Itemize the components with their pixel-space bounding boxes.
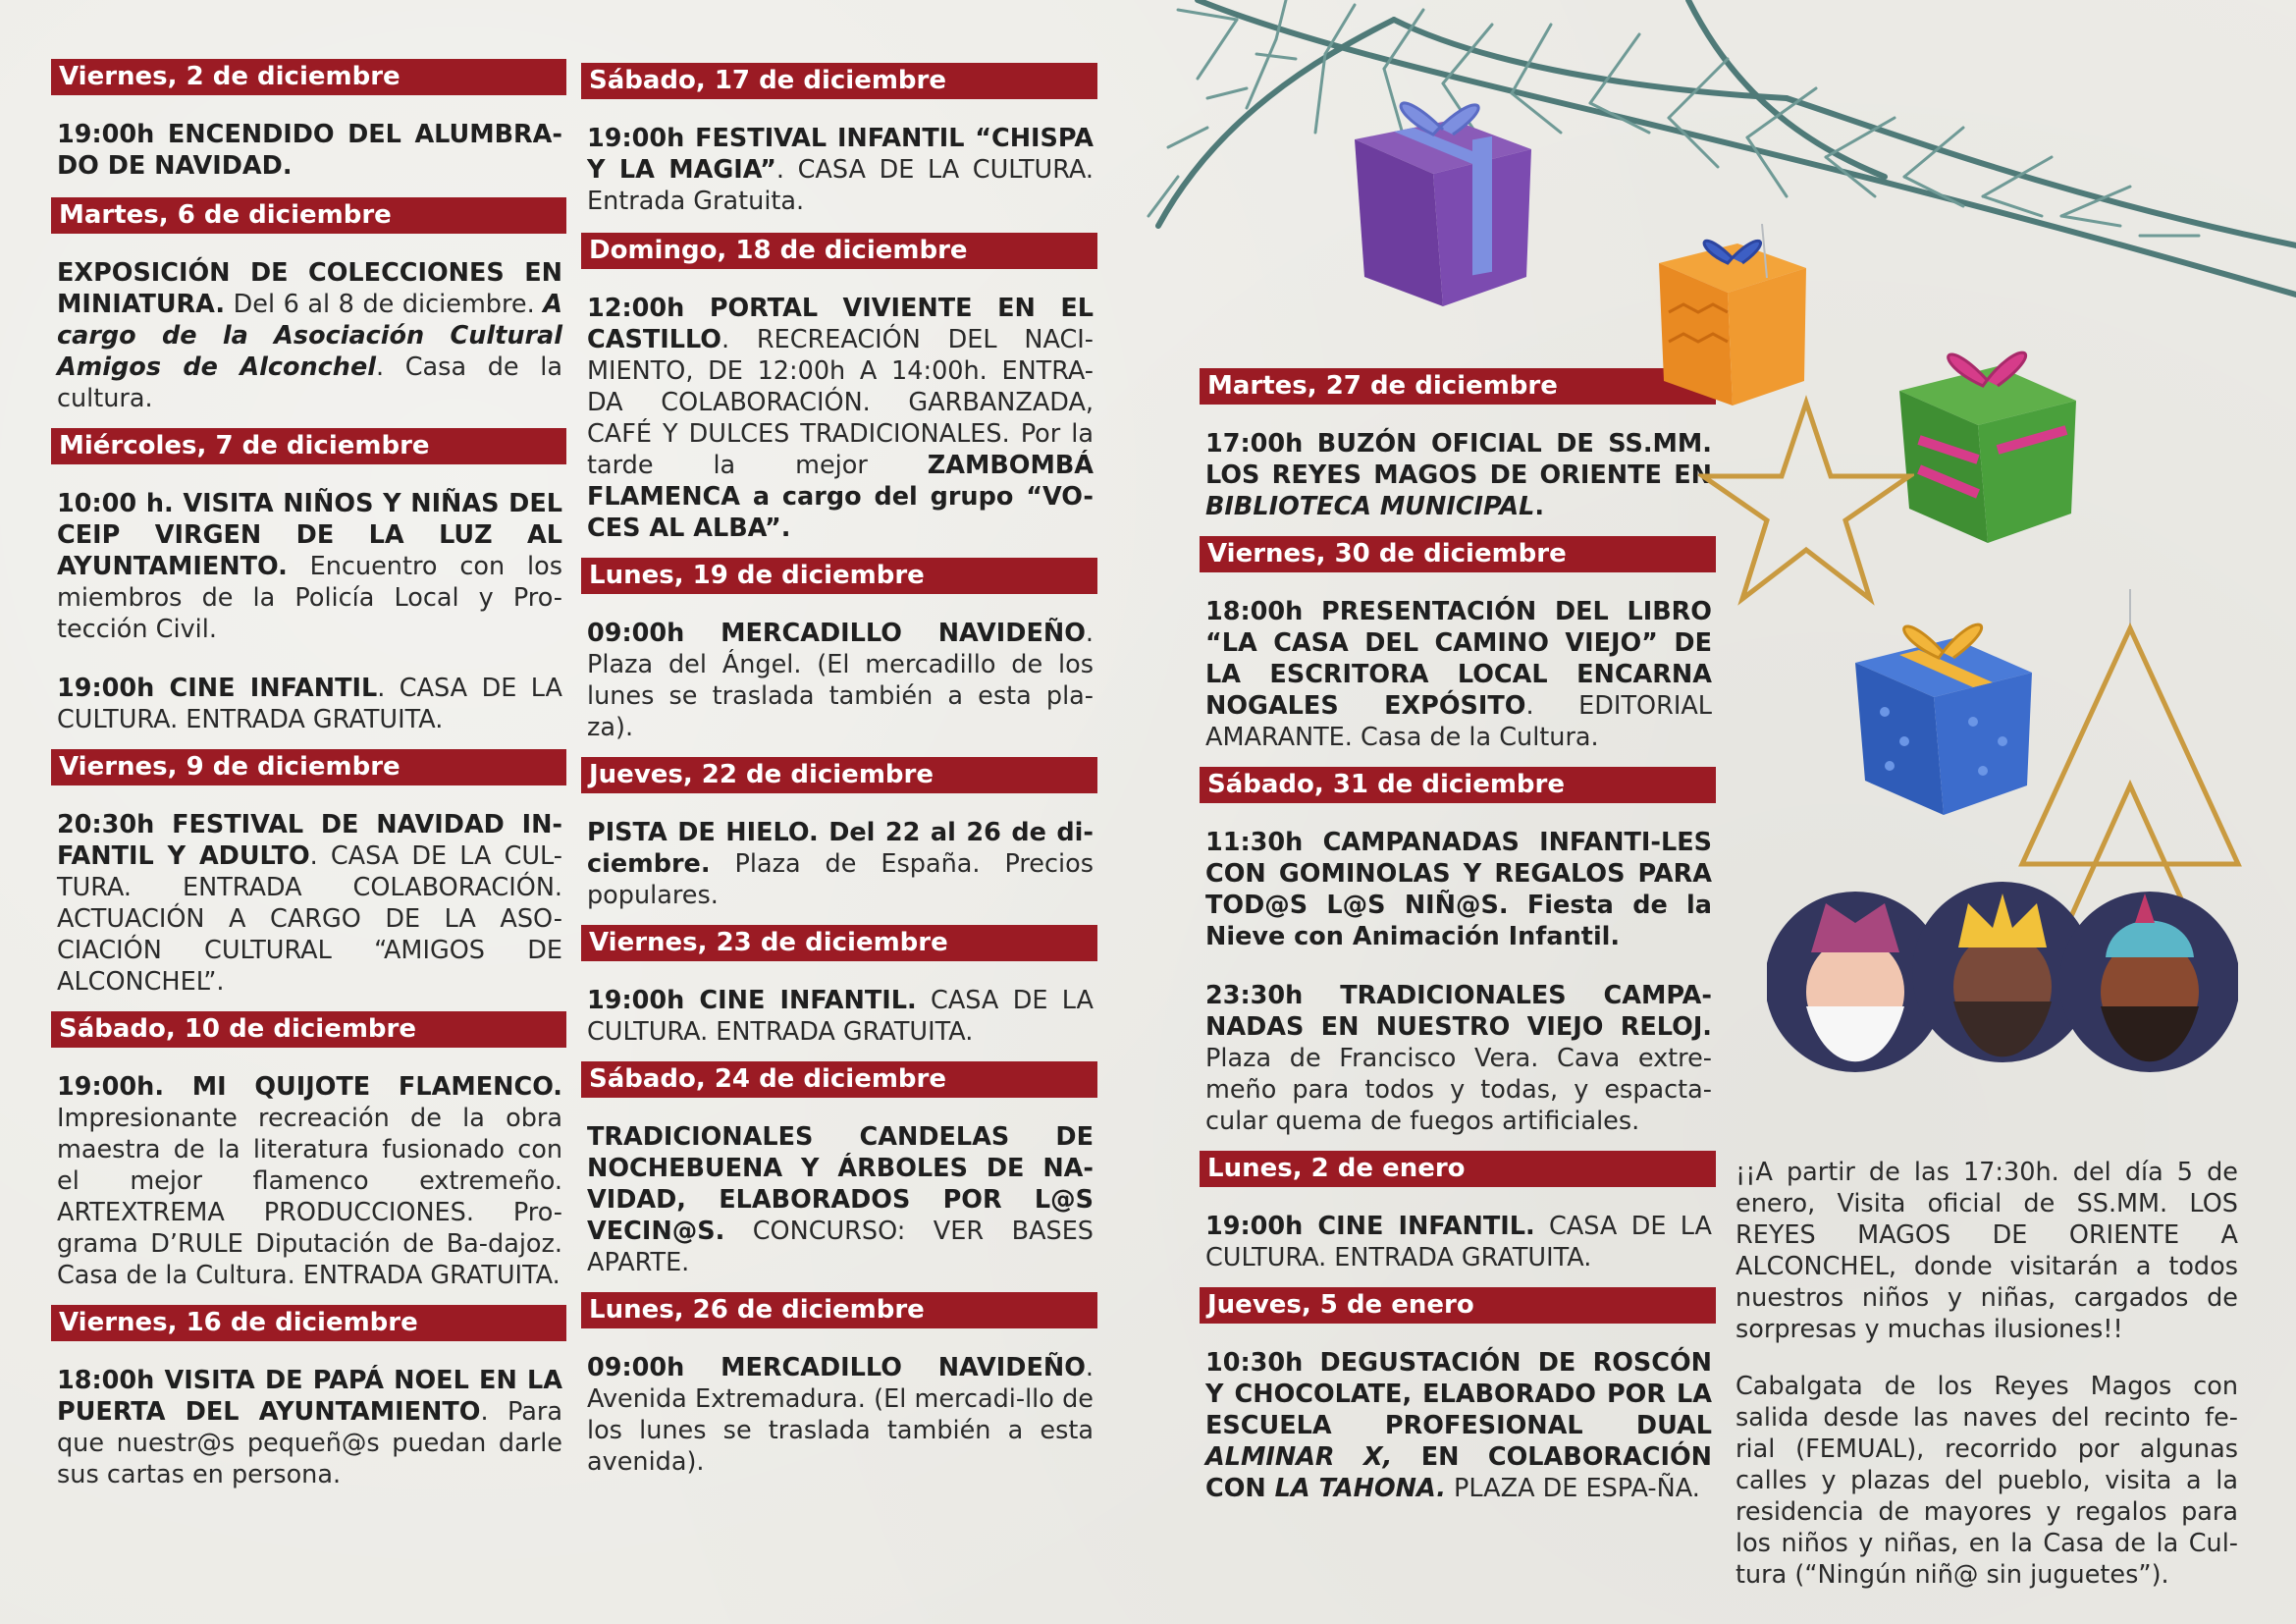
event-section xyxy=(581,233,1097,544)
event-text xyxy=(581,618,1097,743)
kings-visit-text: ¡¡A partir de las 17:30h. del día 5 de enero, Visita oficial de SS.MM. LOS REYES MAGOS DE ORIENTE A ALCONCHEL, donde visitarán a todos nuestros niños y niñas, cargados de sorpresas y muchas ilusiones!! xyxy=(1735,1158,2238,1344)
date-band: Viernes, 30 de diciembre xyxy=(1200,536,1716,572)
date-band: Miércoles, 7 de diciembre xyxy=(51,428,566,464)
event-text xyxy=(51,809,566,998)
date-band: Martes, 6 de diciembre xyxy=(51,197,566,234)
event-text xyxy=(51,119,566,182)
text-run: PLAZA DE ESPA-ÑA. xyxy=(1445,1474,1700,1503)
text-run: 10:00 h. VISITA NIÑOS Y NIÑAS DEL CEIP VIRGEN DE LA LUZ AL AYUNTAMIENTO. xyxy=(57,489,562,581)
event-paragraph xyxy=(1205,980,1712,1137)
text-run: Impresionante recreación de la obra maestra de la literatura fusionado con el mejor flamenco extremeño. ARTEXTREMA PRODUCCIONES. Pro-grama D’RULE Diputación de Ba-dajoz. Casa de la Cultura. ENTRADA GRATUITA. xyxy=(57,1104,562,1290)
text-run: Plaza de Francisco Vera. Cava extre-meño para todos y todas, y espacta-cular quema de fuegos artificiales. xyxy=(1205,1044,1712,1136)
event-paragraph xyxy=(57,673,562,735)
text-run: 10:30h DEGUSTACIÓN DE ROSCÓN Y CHOCOLATE, ELABORADO POR LA ESCUELA PROFESIONAL DUAL xyxy=(1205,1348,1712,1440)
paragraph-gap xyxy=(57,645,562,673)
text-run: . Para que nuestr@s pequeñ@s puedan darle sus cartas en persona. xyxy=(57,1397,562,1489)
event-paragraph xyxy=(587,123,1094,217)
text-run: CASA DE LA CULTURA. ENTRADA GRATUITA. xyxy=(1205,1212,1713,1272)
text-run: 09:00h MERCADILLO NAVIDEÑO xyxy=(587,1353,1086,1382)
date-band: Lunes, 19 de diciembre xyxy=(581,558,1097,594)
gift-green-icon xyxy=(1890,322,2086,548)
text-run: BIBLIOTECA MUNICIPAL xyxy=(1205,492,1535,521)
text-run: LA TAHONA. xyxy=(1274,1474,1446,1503)
text-run: EXPOSICIÓN DE COLECCIONES EN MINIATURA. xyxy=(57,258,562,319)
text-run: . Casa de la cultura. xyxy=(57,352,562,413)
event-section xyxy=(581,757,1097,911)
event-paragraph xyxy=(1205,428,1712,522)
text-run: ZAMBOMBÁ FLAMENCA a cargo del grupo “VO-CES AL ALBA”. xyxy=(587,451,1094,543)
date-band: Viernes, 23 de diciembre xyxy=(581,925,1097,961)
cavalcade-text: Cabalgata de los Reyes Magos con salida desde las naves del recinto fe-rial (FEMUAL), recorrido por algunas calles y plazas del pueblo, visita a la residencia de mayores y regalos para los niños y niñas, en la Casa de la Cul-tura (“Ningún niñ@ sin juguetes”). xyxy=(1735,1372,2238,1590)
event-paragraph xyxy=(587,618,1094,743)
event-section xyxy=(1200,536,1716,753)
event-paragraph xyxy=(587,817,1094,911)
event-section xyxy=(581,925,1097,1048)
event-section xyxy=(1200,1151,1716,1273)
text-run: CONCURSO: VER BASES APARTE. xyxy=(587,1217,1094,1277)
text-run: . EDITORIAL AMARANTE. Casa de la Cultura. xyxy=(1205,691,1712,752)
event-section xyxy=(51,749,566,998)
event-paragraph xyxy=(1205,827,1712,952)
event-text xyxy=(1200,596,1716,753)
text-run: 19:00h. MI QUIJOTE FLAMENCO. xyxy=(57,1072,562,1102)
event-section xyxy=(51,428,566,735)
event-text xyxy=(581,985,1097,1048)
text-run: ALMINAR X, xyxy=(1205,1442,1393,1472)
event-text xyxy=(581,1352,1097,1478)
text-run: Encuentro con los miembros de la Policía Local y Pro-tección Civil. xyxy=(57,552,562,644)
three-kings-icon xyxy=(1767,864,2238,1080)
event-paragraph xyxy=(57,119,562,182)
text-run: A cargo de la Asociación Cultural Amigos de Alconchel xyxy=(57,290,562,382)
text-run: 19:00h CINE INFANTIL. xyxy=(587,986,917,1015)
text-run: 09:00h MERCADILLO NAVIDEÑO xyxy=(587,619,1086,648)
text-run: . CASA DE LA CULTURA. ENTRADA GRATUITA. xyxy=(57,674,562,734)
event-section xyxy=(581,1061,1097,1278)
event-paragraph xyxy=(57,1365,562,1490)
date-band: Jueves, 22 de diciembre xyxy=(581,757,1097,793)
paragraph-gap xyxy=(1205,952,1712,980)
date-band: Sábado, 10 de diciembre xyxy=(51,1011,566,1048)
date-band: Lunes, 26 de diciembre xyxy=(581,1292,1097,1328)
event-paragraph xyxy=(1205,1347,1712,1504)
text-run: . Avenida Extremadura. (El mercadi-llo de los lunes se traslada también a esta avenida). xyxy=(587,1353,1094,1477)
event-text xyxy=(581,817,1097,911)
gold-star-ornament-icon xyxy=(1698,393,1914,619)
date-band: Jueves, 5 de enero xyxy=(1200,1287,1716,1324)
event-text xyxy=(1200,1211,1716,1273)
event-paragraph xyxy=(57,257,562,414)
event-text xyxy=(1200,428,1716,522)
event-section xyxy=(581,1292,1097,1478)
date-band: Viernes, 2 de diciembre xyxy=(51,59,566,95)
event-paragraph xyxy=(587,985,1094,1048)
text-run: Del 6 al 8 de diciembre. xyxy=(225,290,544,319)
date-band: Martes, 27 de diciembre xyxy=(1200,368,1716,405)
event-paragraph xyxy=(57,1071,562,1291)
event-paragraph xyxy=(1205,596,1712,753)
text-run: 18:00h VISITA DE PAPÁ NOEL EN LA PUERTA DEL AYUNTAMIENTO xyxy=(57,1366,562,1427)
text-run: 12:00h PORTAL VIVIENTE EN EL CASTILLO xyxy=(587,294,1094,354)
event-text xyxy=(581,293,1097,544)
date-band: Sábado, 17 de diciembre xyxy=(581,63,1097,99)
event-section xyxy=(51,59,566,182)
event-text xyxy=(581,1121,1097,1278)
event-section xyxy=(51,1011,566,1291)
event-section xyxy=(51,1305,566,1490)
text-run: EN COLABORACIÓN CON xyxy=(1205,1442,1712,1503)
text-run: 11:30h CAMPANADAS INFANTI-LES CON GOMINOLAS Y REGALOS PARA TOD@S L@S NIÑ@S. Fiesta de la Nieve con Animación Infantil. xyxy=(1205,828,1712,951)
text-run: 19:00h CINE INFANTIL xyxy=(57,674,378,703)
event-section xyxy=(51,197,566,414)
date-band: Lunes, 2 de enero xyxy=(1200,1151,1716,1187)
gift-purple-icon xyxy=(1335,81,1551,316)
text-run: . xyxy=(1534,492,1545,521)
event-paragraph xyxy=(587,1121,1094,1278)
event-section xyxy=(581,63,1097,217)
text-run: 19:00h FESTIVAL INFANTIL “CHISPA Y LA MAGIA” xyxy=(587,124,1094,185)
text-run: . Plaza del Ángel. (El mercadillo de los lunes se traslada también a esta pla-za). xyxy=(587,619,1094,742)
event-paragraph xyxy=(587,293,1094,544)
gift-orange-icon xyxy=(1649,224,1816,410)
date-band: Domingo, 18 de diciembre xyxy=(581,233,1097,269)
date-band: Sábado, 24 de diciembre xyxy=(581,1061,1097,1098)
text-run: 19:00h CINE INFANTIL. xyxy=(1205,1212,1535,1241)
text-run: 17:00h BUZÓN OFICIAL DE SS.MM. LOS REYES MAGOS DE ORIENTE EN xyxy=(1205,429,1712,490)
text-run: . CASA DE LA CULTURA. Entrada Gratuita. xyxy=(587,155,1094,216)
text-run: TRADICIONALES CANDELAS DE NOCHEBUENA Y ÁRBOLES DE NA-VIDAD, ELABORADOS POR L@S VECIN@S. xyxy=(587,1122,1094,1246)
event-text xyxy=(51,1365,566,1490)
event-text xyxy=(1200,827,1716,1137)
event-paragraph xyxy=(57,488,562,645)
text-run: 23:30h TRADICIONALES CAMPA-NADAS EN NUESTRO VIEJO RELOJ. xyxy=(1205,981,1712,1042)
text-run: . CASA DE LA CUL-TURA. ENTRADA COLABORACIÓN. ACTUACIÓN A CARGO DE LA ASO-CIACIÓN CULTURAL “AMIGOS DE ALCONCHEL”. xyxy=(57,841,562,997)
date-band: Viernes, 9 de diciembre xyxy=(51,749,566,785)
text-run: 18:00h PRESENTACIÓN DEL LIBRO “LA CASA DEL CAMINO VIEJO” DE LA ESCRITORA LOCAL ENCARNA NOGALES EXPÓSITO xyxy=(1205,597,1712,721)
event-section xyxy=(1200,1287,1716,1504)
date-band: Viernes, 16 de diciembre xyxy=(51,1305,566,1341)
text-run: CASA DE LA CULTURA. ENTRADA GRATUITA. xyxy=(587,986,1095,1047)
event-paragraph xyxy=(587,1352,1094,1478)
event-paragraph xyxy=(1205,1211,1712,1273)
text-run: 19:00h ENCENDIDO DEL ALUMBRA-DO DE NAVIDAD. xyxy=(57,120,562,181)
program-column-2 xyxy=(581,0,1097,1478)
event-paragraph xyxy=(57,809,562,998)
text-run: 20:30h FESTIVAL DE NAVIDAD IN-FANTIL Y ADULTO xyxy=(57,810,562,871)
text-run: PISTA DE HIELO. Del 22 al 26 de di-ciembre. xyxy=(587,818,1094,879)
event-text xyxy=(51,488,566,735)
event-text xyxy=(51,257,566,414)
program-column-1 xyxy=(51,0,566,1490)
event-section xyxy=(581,558,1097,743)
event-section xyxy=(1200,767,1716,1137)
event-text xyxy=(1200,1347,1716,1504)
date-band: Sábado, 31 de diciembre xyxy=(1200,767,1716,803)
event-text xyxy=(581,123,1097,217)
text-run: . RECREACIÓN DEL NACI-MIENTO, DE 12:00h A 14:00h. ENTRA-DA COLABORACIÓN. GARBANZADA, CAFÉ Y DULCES TRADICIONALES. Por la tarde la mejor xyxy=(587,325,1094,480)
text-run: Plaza de España. Precios populares. xyxy=(587,849,1094,910)
event-text xyxy=(51,1071,566,1291)
